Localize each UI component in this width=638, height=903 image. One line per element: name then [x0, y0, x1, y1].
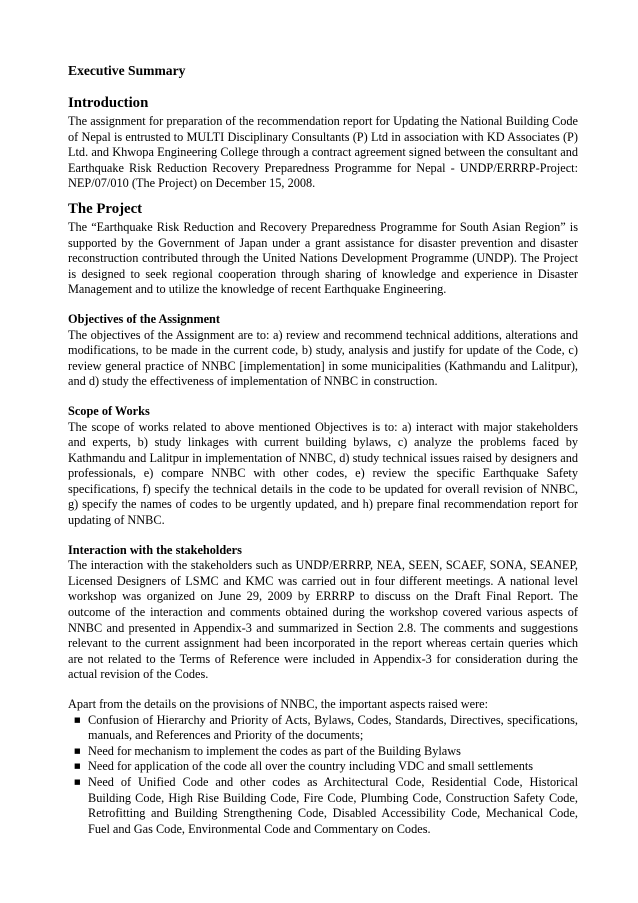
objectives-text: The objectives of the Assignment are to: a) review and recommend technical additions, alterations and modifications, to be made in the current code, b) study, analysis and justify for update of the Code, c) review general practice of NNBC [implementation] in some municipalities (Kathmandu and Lalitpur), and d) study the effectiveness of implementation of NNBC in construction. [68, 327, 578, 389]
list-item-text: Need for application of the code all over the country including VDC and small settlements [88, 759, 534, 774]
scope-text: The scope of works related to above mentioned Objectives is to: a) interact with major stakeholders and experts, b) study linkages with current building bylaws, c) analyze the problems faced by Kathmandu and Lalitpur in implementation of NNBC, d) study technical issues raised by designers and professionals, e) compare NNBC with other codes, e) review the specific Earthquake Safety specifications, f) specify the technical details in the code to be updated for overall revision of NNBC, g) specify the names of codes to be urgently updated, and h) prepare final recommendation report for updating of NNBC. [68, 419, 578, 528]
spacer [68, 390, 578, 404]
list-item-text: Need for mechanism to implement the codes as part of the Building Bylaws [88, 743, 461, 758]
document-page [68, 62, 578, 837]
list-item [68, 759, 578, 775]
interaction-heading: Interaction with the stakeholders [68, 542, 242, 557]
aspects-intro: Apart from the details on the provisions of NNBC, the important aspects raised were: [68, 697, 489, 711]
aspects-list [68, 713, 578, 838]
spacer [68, 192, 578, 200]
square-bullet-icon: ■ [74, 762, 81, 771]
spacer [68, 683, 578, 697]
list-item [68, 744, 578, 760]
objectives-heading: Objectives of the Assignment [68, 311, 220, 326]
list-item-text: Confusion of Hierarchy and Priority of Acts, Bylaws, Codes, Standards, Directives, specifications, manuals, and References and Priority of the documents; [88, 712, 578, 743]
scope-section [68, 404, 578, 529]
objectives-section [68, 312, 578, 390]
list-item-text: Need of Unified Code and other codes as Architectural Code, Residential Code, Historical Building Code, High Rise Building Code, Fire Code, Plumbing Code, Construction Safety Code, Retrofitting and Building Strengthening Code, Disabled Accessibility Code, Mechanical Code, Fuel and Gas Code, Environmental Code and Commentary on Codes. [88, 774, 578, 836]
square-bullet-icon: ■ [74, 777, 81, 786]
spacer [68, 298, 578, 312]
project-section [68, 200, 578, 298]
scope-heading: Scope of Works [68, 403, 150, 418]
document-title: Executive Summary [68, 63, 186, 78]
introduction-heading: Introduction [68, 95, 149, 111]
introduction-text: The assignment for preparation of the recommendation report for Updating the National Building Code of Nepal is entrusted to MULTI Disciplinary Consultants (P) Ltd in association with KD Associates (P) Ltd. and Khwopa Engineering College through a contract agreement signed between the consultant and Earthquake Risk Reduction Recovery Preparedness Programme for Nepal - UNDP/ERRRP-Project: NEP/07/010 (The Project) on December 15, 2008. [68, 114, 578, 191]
introduction-section [68, 94, 578, 192]
square-bullet-icon: ■ [74, 715, 81, 724]
list-item [68, 775, 578, 837]
interaction-text: The interaction with the stakeholders such as UNDP/ERRRP, NEA, SEEN, SCAEF, SONA, SEANEP, Licensed Designers of LSMC and KMC was carried out in four different meetings. A national level workshop was organized on June 29, 2009 by ERRRP to discuss on the Draft Final Report. The outcome of the interaction and comments obtained during the workshop covered various aspects of NNBC and presented in Appendix-3 and summarized in Section 2.8. The comments and suggestions relevant to the current assignment had been incorporated in the report whereas certain queries which are not related to the Terms of Reference were included in Appendix-3 for consideration during the actual revision of the Codes. [68, 558, 578, 682]
list-item [68, 713, 578, 744]
project-heading: The Project [68, 200, 143, 217]
aspects-section [68, 697, 578, 837]
square-bullet-icon: ■ [74, 746, 81, 755]
project-text: The “Earthquake Risk Reduction and Recovery Preparedness Programme for South Asian Region” is supported by the Government of Japan under a grant assistance for disaster prevention and disaster reconstruction contributed through the United Nations Development Programme (UNDP). The Project is designed to seek regional cooperation through sharing of knowledge and experience in Disaster Management and to utilize the knowledge of recent Earthquake Engineering. [68, 219, 578, 297]
interaction-section [68, 543, 578, 683]
spacer [68, 529, 578, 543]
